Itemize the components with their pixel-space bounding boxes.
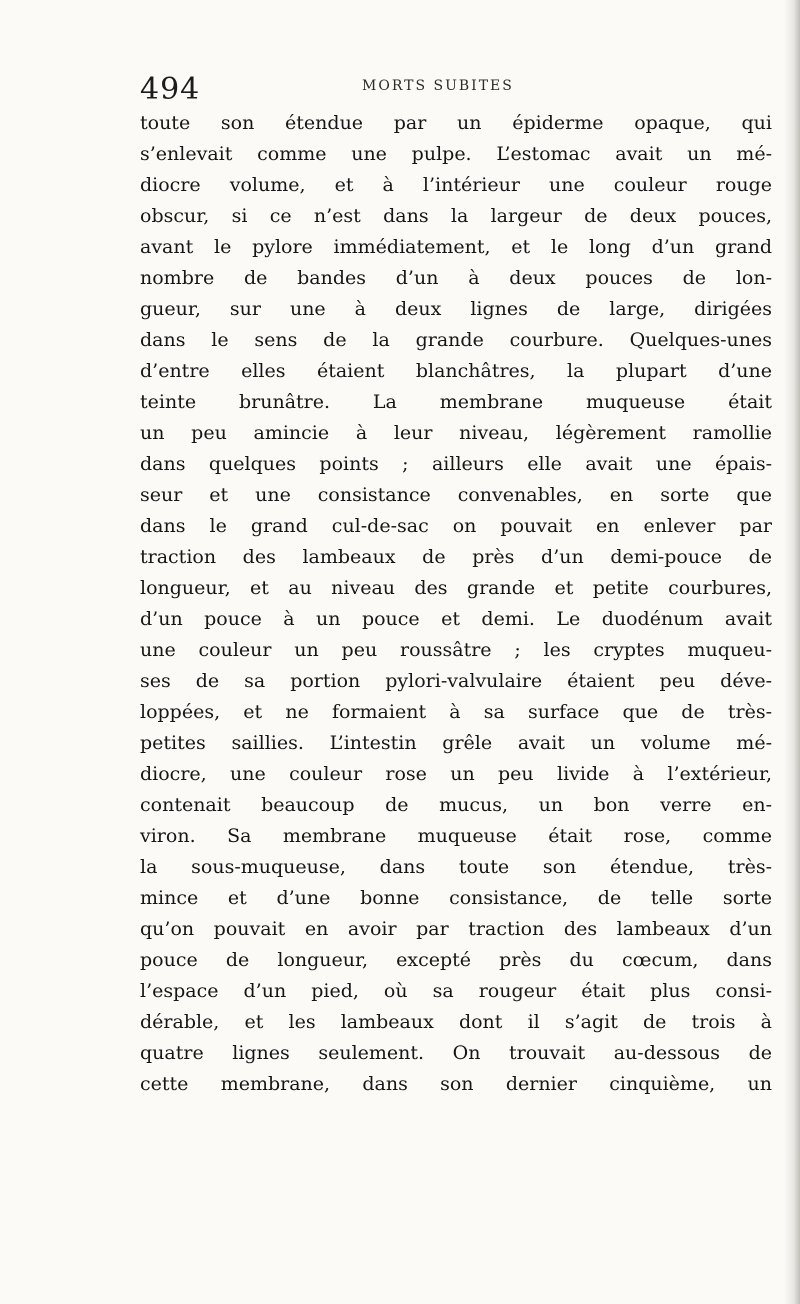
text-line: l’espace d’un pied, où sa rougeur était plus consi- xyxy=(140,980,772,1002)
text-line: dérable, et les lambeaux dont il s’agit de trois à xyxy=(140,1011,772,1033)
text-line: longueur, et au niveau des grande et petite courbures, xyxy=(140,577,772,599)
text-line: petites saillies. L’intestin grêle avait un volume mé- xyxy=(140,732,772,754)
text-line: teinte brunâtre. La membrane muqueuse était xyxy=(140,391,772,413)
text-line: seur et une consistance convenables, en sorte que xyxy=(140,484,772,506)
text-line: diocre, une couleur rose un peu livide à l’extérieur, xyxy=(140,763,772,785)
text-line: nombre de bandes d’un à deux pouces de lon- xyxy=(140,267,772,289)
text-line: mince et d’une bonne consistance, de telle sorte xyxy=(140,887,772,909)
text-line: d’entre elles étaient blanchâtres, la plupart d’une xyxy=(140,360,772,382)
text-line: viron. Sa membrane muqueuse était rose, comme xyxy=(140,825,772,847)
text-line: un peu amincie à leur niveau, légèrement ramollie xyxy=(140,422,772,444)
text-line: toute son étendue par un épiderme opaque, qui xyxy=(140,112,772,134)
text-line: dans le sens de la grande courbure. Quelques-unes xyxy=(140,329,772,351)
page-number: 494 xyxy=(140,72,201,107)
body-text xyxy=(140,108,772,1100)
text-line: ses de sa portion pylori-valvulaire étaient peu déve- xyxy=(140,670,772,692)
text-line: s’enlevait comme une pulpe. L’estomac avait un mé- xyxy=(140,143,772,165)
text-line: dans quelques points ; ailleurs elle avait une épais- xyxy=(140,453,772,475)
text-line: obscur, si ce n’est dans la largeur de deux pouces, xyxy=(140,205,772,227)
text-line: gueur, sur une à deux lignes de large, dirigées xyxy=(140,298,772,320)
text-line: une couleur un peu roussâtre ; les cryptes muqueu- xyxy=(140,639,772,661)
text-line: quatre lignes seulement. On trouvait au-dessous de xyxy=(140,1042,772,1064)
text-line: qu’on pouvait en avoir par traction des lambeaux d’un xyxy=(140,918,772,940)
page-edge-shadow xyxy=(784,0,800,1304)
text-line: traction des lambeaux de près d’un demi-pouce de xyxy=(140,546,772,568)
text-line: contenait beaucoup de mucus, un bon verre en- xyxy=(140,794,772,816)
text-line: la sous-muqueuse, dans toute son étendue, très- xyxy=(140,856,772,878)
text-line: d’un pouce à un pouce et demi. Le duodénum avait xyxy=(140,608,772,630)
running-head: MORTS SUBITES xyxy=(362,78,514,94)
text-line: cette membrane, dans son dernier cinquième, un xyxy=(140,1073,772,1095)
text-line: pouce de longueur, excepté près du cœcum, dans xyxy=(140,949,772,971)
text-line: diocre volume, et à l’intérieur une couleur rouge xyxy=(140,174,772,196)
text-line: avant le pylore immédiatement, et le long d’un grand xyxy=(140,236,772,258)
text-line: dans le grand cul-de-sac on pouvait en enlever par xyxy=(140,515,772,537)
text-line: loppées, et ne formaient à sa surface que de très- xyxy=(140,701,772,723)
